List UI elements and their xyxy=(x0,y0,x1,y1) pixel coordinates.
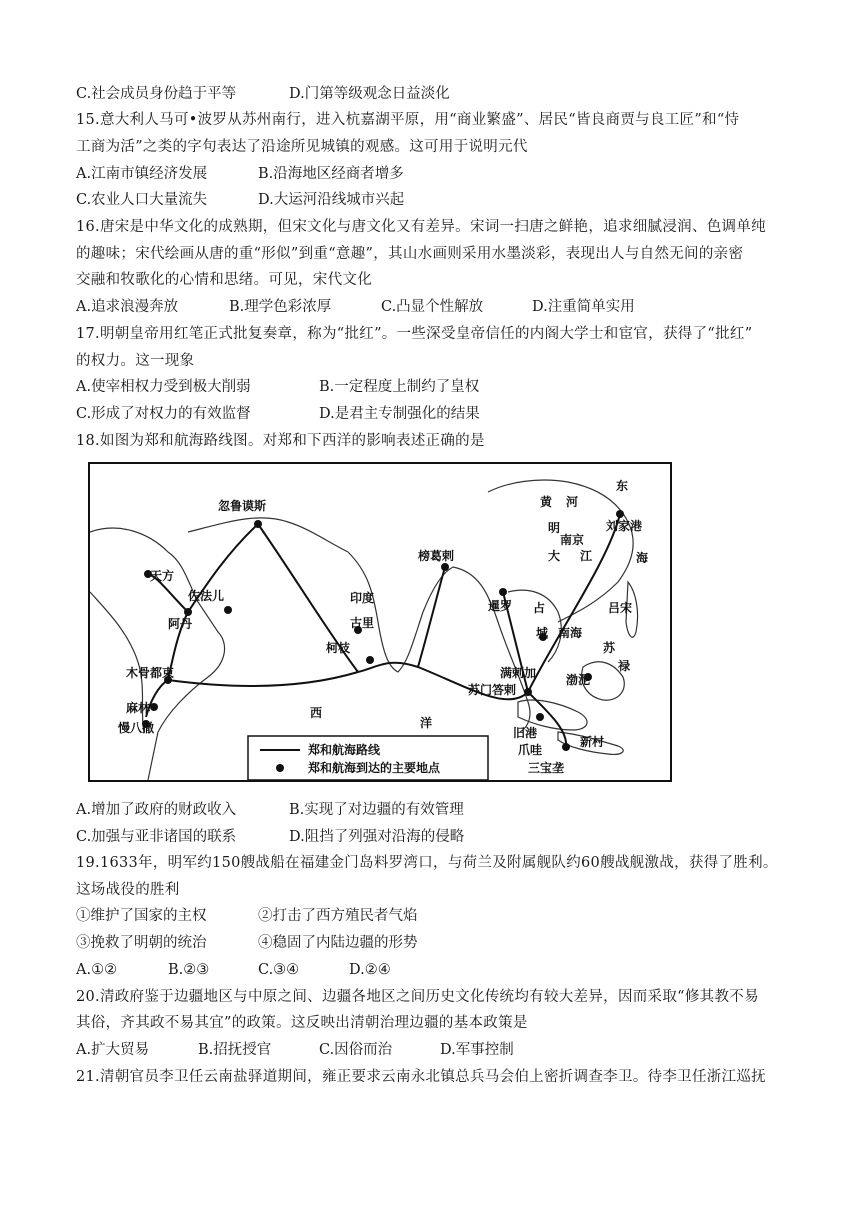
q18-stem: 18.如图为郑和航海路线图。对郑和下西洋的影响表述正确的是 xyxy=(76,433,485,449)
map-label-ming: 明 xyxy=(548,521,561,535)
legend-place-label: 郑和航海到达的主要地点 xyxy=(308,761,441,775)
zheng-he-voyage-map xyxy=(88,462,672,782)
q19-option-b[interactable]: B.②③ xyxy=(168,962,210,978)
map-label-yindu: 印度 xyxy=(350,591,375,605)
q18-option-c[interactable]: C.加强与亚非诸国的联系 xyxy=(76,829,237,845)
map-label-banggela: 榜葛剌 xyxy=(418,549,455,563)
map-label-bonixi: 渤泥 xyxy=(566,673,591,687)
q17-stem-line1: 17.明朝皇帝用红笔正式批复奏章，称为“批红”。一些深受皇帝信任的内阁大学士和宦官，获得了“批红” xyxy=(76,326,753,342)
q17-option-d[interactable]: D.是君主专制强化的结果 xyxy=(319,406,480,422)
map-label-guli: 古里 xyxy=(350,616,375,630)
map-label-malin: 麻林 xyxy=(126,701,151,715)
legend-route-label: 郑和航海路线 xyxy=(308,743,381,757)
map-label-mujiaodushu: 木骨都束 xyxy=(126,666,175,680)
q21-stem-line1: 21.清朝官员李卫任云南盐驿道期间，雍正要求云南永北镇总兵马会伯上密折调查李卫。待李卫任浙江巡抚 xyxy=(76,1069,766,1085)
map-label-xincun: 新村 xyxy=(580,735,605,749)
q18-option-b[interactable]: B.实现了对边疆的有效管理 xyxy=(289,802,464,818)
map-label-yang: 洋 xyxy=(420,716,433,730)
q16-option-a[interactable]: A.追求浪漫奔放 xyxy=(76,299,179,315)
map-label-hulumosi: 忽鲁谟斯 xyxy=(218,499,267,513)
q19-option-d[interactable]: D.②④ xyxy=(349,962,391,978)
q15-option-b[interactable]: B.沿海地区经商者增多 xyxy=(258,166,404,182)
map-label-huang: 黄 xyxy=(540,495,553,509)
q16-option-d[interactable]: D.注重简单实用 xyxy=(532,299,635,315)
q19-option-c[interactable]: C.③④ xyxy=(258,962,300,978)
q17-option-b[interactable]: B.一定程度上制约了皇权 xyxy=(319,379,480,395)
q20-stem-line1: 20.清政府鉴于边疆地区与中原之间、边疆各地区之间历史文化传统均有较大差异，因而采取“修其教不易 xyxy=(76,989,759,1005)
q15-option-c[interactable]: C.农业人口大量流失 xyxy=(76,192,208,208)
q19-statement-2: ②打击了西方殖民者气焰 xyxy=(258,908,418,924)
q19-stem-line2: 这场战役的胜利 xyxy=(76,882,180,898)
q19-option-a[interactable]: A.①② xyxy=(76,962,118,978)
map-label-su: 苏 xyxy=(603,641,616,655)
map-label-nanhai: 南海 xyxy=(558,626,583,640)
q20-option-d[interactable]: D.军事控制 xyxy=(440,1042,514,1058)
map-label-hai: 海 xyxy=(636,551,649,565)
map-label-lvsong: 吕宋 xyxy=(608,601,633,615)
map-label-nanjing: 南京 xyxy=(560,533,585,547)
map-label-cheng: 城 xyxy=(536,626,549,640)
map-label-xi: 西 xyxy=(310,706,323,720)
q19-stem-line1: 19.1633年，明军约150艘战船在福建金门岛料罗湾口，与荷兰及附属舰队约60艘战舰激战，获得了胜利。 xyxy=(76,855,778,871)
map-label-manlajia: 满剌加 xyxy=(500,666,537,680)
map-label-zhaowa: 爪哇 xyxy=(518,743,543,757)
map-label-tianfang: 天方 xyxy=(150,569,175,583)
map-label-zuofaer: 佐法儿 xyxy=(188,589,225,603)
map-label-adan: 阿丹 xyxy=(168,617,193,631)
q16-stem-line2: 的趣味；宋代绘画从唐的重“形似”到重“意趣”，其山水画则采用水墨淡彩，表现出人与自然无间的亲密 xyxy=(76,246,744,262)
map-label-lu: 禄 xyxy=(618,659,631,673)
map-label-xianluo: 暹罗 xyxy=(488,599,513,613)
map-label-zhan: 占 xyxy=(533,601,546,615)
map-label-dong: 东 xyxy=(616,479,629,493)
q20-stem-line2: 其俗，齐其政不易其宜”的政策。这反映出清朝治理边疆的基本政策是 xyxy=(76,1015,528,1031)
q15-option-a[interactable]: A.江南市镇经济发展 xyxy=(76,166,208,182)
q14-option-d[interactable]: D.门第等级观念日益淡化 xyxy=(289,86,450,102)
q15-stem-line1: 15.意大利人马可•波罗从苏州南行，进入杭嘉湖平原，用“商业繁盛”、居民“皆良商贾与良工匠”和“恃 xyxy=(76,112,740,128)
q16-option-b[interactable]: B.理学色彩浓厚 xyxy=(229,299,332,315)
map-label-jiang: 江 xyxy=(580,549,593,563)
map-legend xyxy=(248,736,488,780)
q18-option-a[interactable]: A.增加了政府的财政收入 xyxy=(76,802,237,818)
q17-stem-line2: 的权力。这一现象 xyxy=(76,353,195,369)
q17-option-c[interactable]: C.形成了对权力的有效监督 xyxy=(76,406,251,422)
q20-option-a[interactable]: A.扩大贸易 xyxy=(76,1042,150,1058)
q20-option-b[interactable]: B.招抚授官 xyxy=(198,1042,272,1058)
map-label-kezhi: 柯枝 xyxy=(326,641,351,655)
q14-option-c[interactable]: C.社会成员身份趋于平等 xyxy=(76,86,237,102)
q16-option-c[interactable]: C.凸显个性解放 xyxy=(381,299,484,315)
map-label-sanbaolong: 三宝垄 xyxy=(528,761,565,775)
map-label-jiugang: 旧港 xyxy=(513,726,538,740)
map-label-sumendala: 苏门答剌 xyxy=(468,683,517,697)
q20-option-c[interactable]: C.因俗而治 xyxy=(319,1042,393,1058)
map-label-da: 大 xyxy=(548,549,561,563)
q16-stem-line3: 交融和牧歌化的心情和思绪。可见，宋代文化 xyxy=(76,272,372,288)
q17-option-a[interactable]: A.使宰相权力受到极大削弱 xyxy=(76,379,251,395)
q18-option-d[interactable]: D.阻挡了列强对沿海的侵略 xyxy=(289,829,465,845)
map-label-he: 河 xyxy=(566,495,579,509)
map-label-manbasa: 慢八撒 xyxy=(118,721,155,735)
q19-statement-3: ③挽救了明朝的统治 xyxy=(76,935,207,951)
q16-stem-line1: 16.唐宋是中华文化的成熟期，但宋文化与唐文化又有差异。宋词一扫唐之鲜艳，追求细腻浸润、色调单纯 xyxy=(76,219,766,235)
q19-statement-1: ①维护了国家的主权 xyxy=(76,908,207,924)
q19-statement-4: ④稳固了内陆边疆的形势 xyxy=(258,935,418,951)
map-label-liujiagang: 刘家港 xyxy=(606,519,643,533)
q15-stem-line2: 工商为活”之类的字句表达了沿途所见城镇的观感。这可用于说明元代 xyxy=(76,139,528,155)
q15-option-d[interactable]: D.大运河沿线城市兴起 xyxy=(258,192,405,208)
